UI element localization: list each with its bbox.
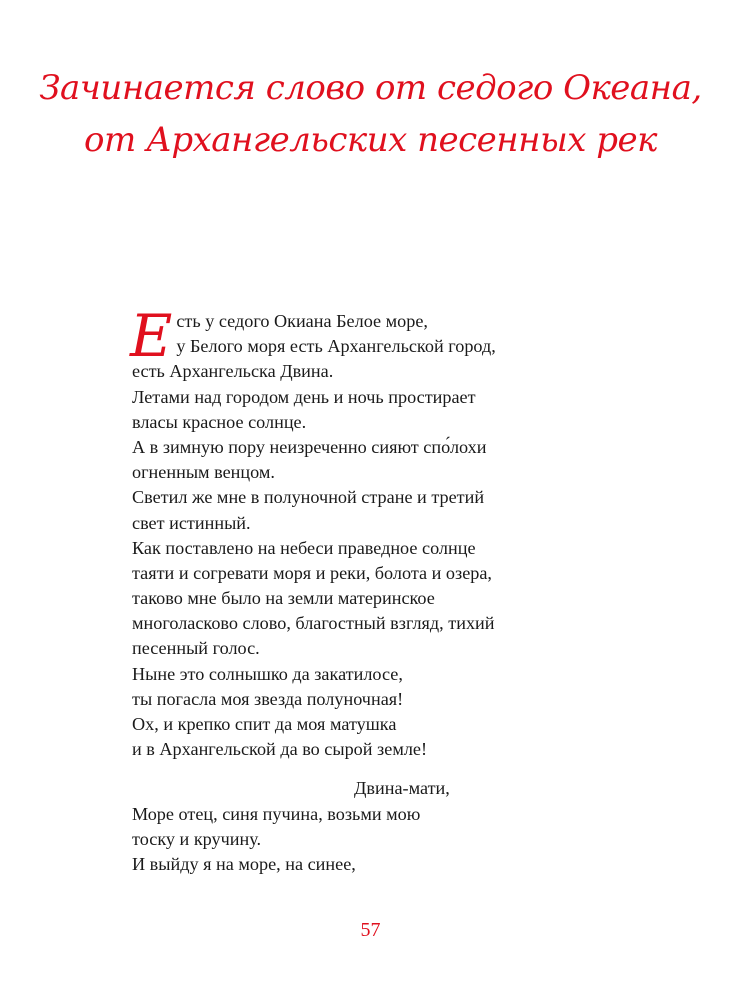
- chapter-title: [0, 62, 741, 166]
- text-line: таково мне было на земли материнское: [132, 588, 435, 609]
- text-line: и в Архангельской да во сырой земле!: [132, 739, 428, 760]
- text-line: песенный голос.: [132, 638, 260, 659]
- text-line: Как поставлено на небеси праведное солнце: [132, 537, 476, 558]
- text-line: Ныне это солнышко да закатилосе,: [132, 663, 403, 684]
- text-line: Двина-мати,: [354, 778, 450, 799]
- text-line: власы красное солнце.: [132, 411, 307, 432]
- text-line: есть Архангельска Двина.: [132, 361, 334, 382]
- text-line: таяти и согревати моря и реки, болота и озера,: [132, 562, 492, 583]
- text-line: тоску и кручину.: [132, 828, 262, 849]
- text-line: ты погасла моя звезда полуночная!: [132, 688, 404, 709]
- text-line: огненным венцом.: [132, 462, 275, 483]
- text-line: Ох, и крепко спит да моя матушка: [132, 714, 397, 734]
- text-line: Море отец, синя пучина, возьми мою: [132, 803, 421, 824]
- stanza-gap: [132, 762, 572, 776]
- text-line: свет истинный.: [132, 512, 251, 533]
- text-line: Летами над городом день и ночь простирает: [132, 386, 476, 407]
- chapter-title-line-2: от Архангельских песенных рек: [84, 120, 657, 160]
- chapter-title-line-1: Зачинается слово от седого Океана,: [39, 68, 702, 108]
- drop-cap: Е: [130, 302, 173, 370]
- text-line: Светил же мне в полуночной стране и третий: [132, 487, 485, 508]
- text-line: многоласково слово, благостный взгляд, тихий: [132, 613, 495, 634]
- body-text: [130, 302, 572, 877]
- text-line: И выйду я на море, на синее,: [132, 853, 356, 874]
- page-number: 57: [360, 919, 381, 941]
- text-line: у Белого моря есть Архангельской город,: [176, 336, 496, 357]
- text-line: А в зимную пору неизреченно сияют спо́лохи: [132, 436, 487, 457]
- text-line: сть у седого Окиана Белое море,: [176, 311, 428, 331]
